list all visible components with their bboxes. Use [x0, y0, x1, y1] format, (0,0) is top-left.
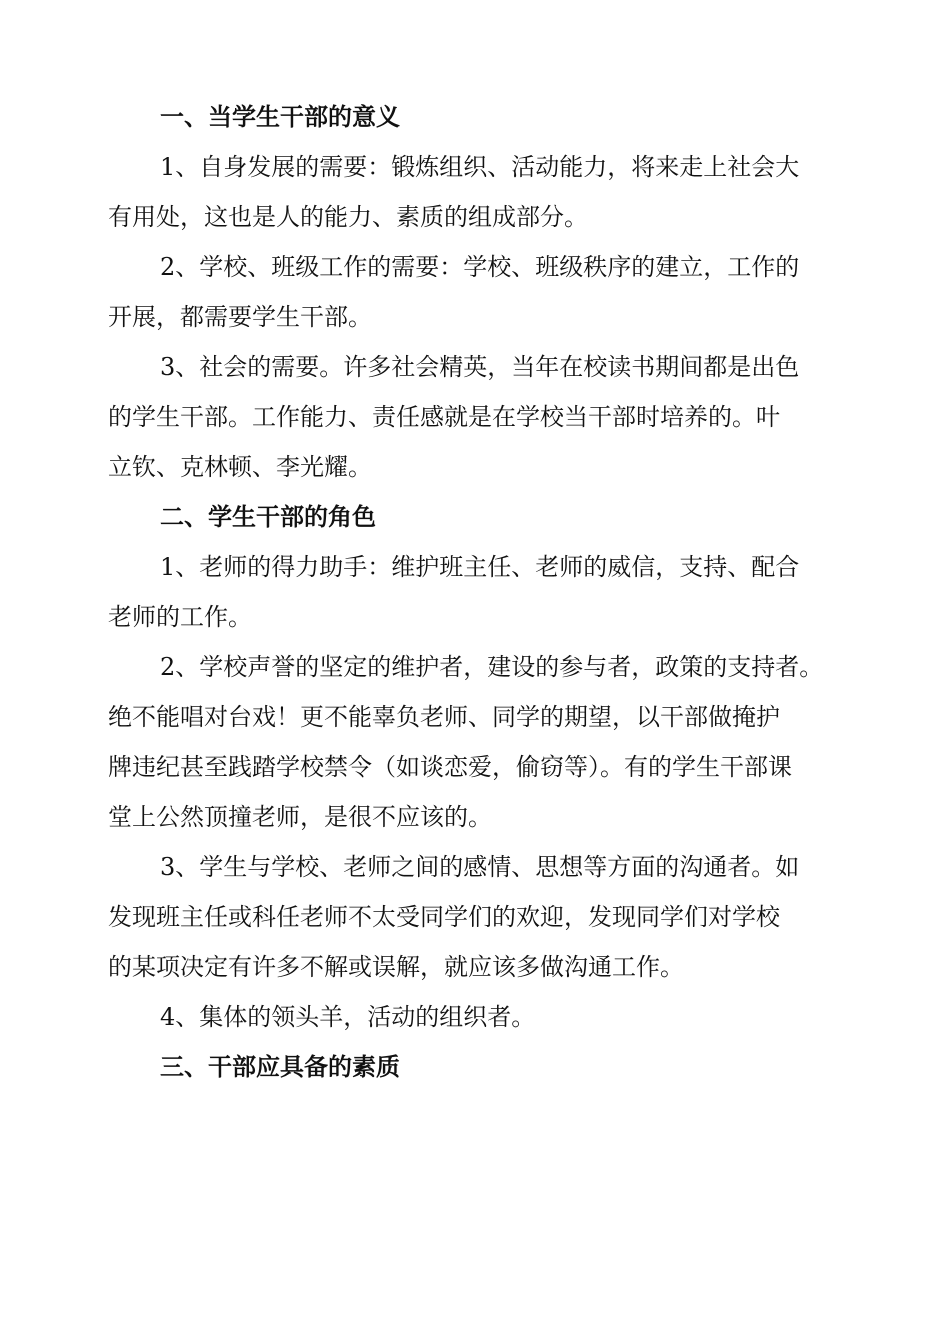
paragraph: [108, 642, 850, 842]
paragraph-line: 立钦、克林顿、李光耀。: [108, 453, 372, 481]
paragraph: [108, 992, 850, 1042]
paragraph-line: 3、学生与学校、老师之间的感情、思想等方面的沟通者。如: [160, 853, 800, 881]
paragraph: [108, 842, 850, 992]
paragraph-line: 3、社会的需要。许多社会精英，当年在校读书期间都是出色: [160, 353, 800, 381]
section-heading-3: 三、干部应具备的素质: [160, 1053, 400, 1081]
paragraph-line: 绝不能唱对台戏！更不能辜负老师、同学的期望，以干部做掩护: [108, 703, 780, 731]
paragraph-line: 开展，都需要学生干部。: [108, 303, 372, 331]
paragraph-line: 牌违纪甚至践踏学校禁令（如谈恋爱，偷窃等）。有的学生干部课: [108, 753, 792, 781]
paragraph-line: 2、学校、班级工作的需要：学校、班级秩序的建立，工作的: [160, 253, 800, 281]
paragraph: [108, 242, 850, 342]
paragraph-line: 老师的工作。: [108, 603, 252, 631]
document-body: [108, 92, 850, 1092]
section-heading-1: 一、当学生干部的意义: [160, 103, 400, 131]
paragraph-line: 的某项决定有许多不解或误解，就应该多做沟通工作。: [108, 953, 684, 981]
section-heading-2: 二、学生干部的角色: [160, 503, 376, 531]
paragraph-line: 4、集体的领头羊，活动的组织者。: [160, 1003, 536, 1031]
paragraph-line: 堂上公然顶撞老师，是很不应该的。: [108, 803, 492, 831]
paragraph-line: 有用处，这也是人的能力、素质的组成部分。: [108, 203, 588, 231]
paragraph: [108, 142, 850, 242]
paragraph-line: 1、老师的得力助手：维护班主任、老师的威信，支持、配合: [160, 553, 800, 581]
paragraph-line: 2、学校声誉的坚定的维护者，建设的参与者，政策的支持者。: [160, 653, 824, 681]
paragraph-line: 1、自身发展的需要：锻炼组织、活动能力，将来走上社会大: [160, 153, 800, 181]
paragraph: [108, 342, 850, 492]
paragraph: [108, 542, 850, 642]
paragraph-line: 的学生干部。工作能力、责任感就是在学校当干部时培养的。叶: [108, 403, 780, 431]
paragraph-line: 发现班主任或科任老师不太受同学们的欢迎，发现同学们对学校: [108, 903, 780, 931]
